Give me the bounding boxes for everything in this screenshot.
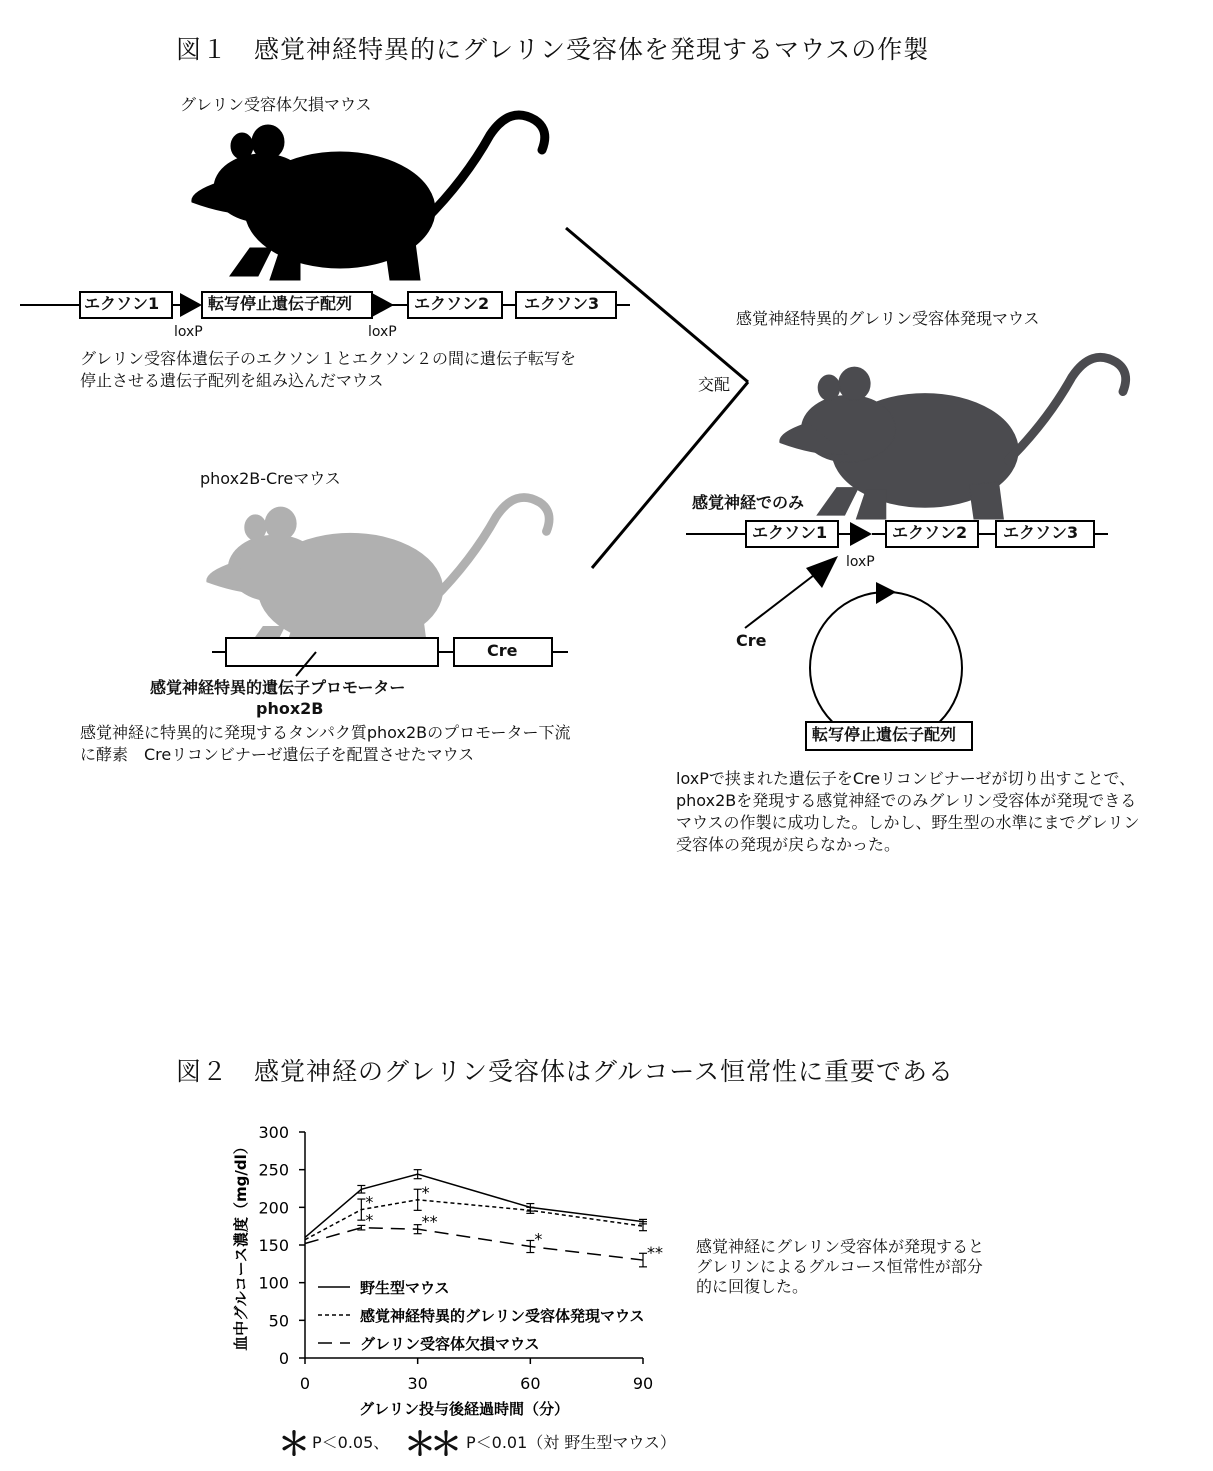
ko-stop-seq-label: 転写停止遺伝子配列 (208, 294, 353, 313)
result-desc-line-1: loxPで挟まれた遺伝子をCreリコンビナーゼが切り出すことで、 (676, 769, 1136, 788)
significance-label-1: P＜0.05、 (312, 1433, 390, 1452)
significance-marker: * (365, 1210, 374, 1230)
x-tick-label: 30 (407, 1374, 428, 1393)
y-tick-label: 0 (278, 1349, 289, 1368)
circle-stop-seq-label: 転写停止遺伝子配列 (812, 725, 957, 744)
cre-mouse-title: phox2B-Creマウス (200, 469, 341, 488)
y-tick-label: 200 (258, 1198, 289, 1218)
legend-label-1: 野生型マウス (360, 1279, 450, 1297)
significance-marker: ** (647, 1243, 663, 1263)
significance-marker: * (365, 1192, 374, 1212)
sensory-only-label: 感覚神経でのみ (692, 493, 805, 512)
fig2-note-line-3: 的に回復した。 (696, 1277, 809, 1296)
result-exon3-label: エクソン3 (1003, 523, 1079, 542)
result-exon2-label: エクソン2 (892, 523, 968, 542)
series-line-2 (305, 1200, 643, 1240)
y-tick-label: 250 (258, 1160, 289, 1180)
result-exon1-label: エクソン1 (752, 523, 828, 542)
significance-marker: * (534, 1229, 543, 1249)
result-loxp-label: loxP (846, 554, 875, 570)
significance-label-2: P＜0.01（対 野生型マウス） (466, 1433, 676, 1452)
significance-star-double: ＊＊ (404, 1425, 457, 1463)
ko-exon3-label: エクソン3 (524, 294, 600, 313)
x-axis-label: グレリン投与後経過時間（分） (358, 1400, 570, 1418)
cre-desc-line-1: 感覚神経に特異的に発現するタンパク質phox2Bのプロモーター下流 (80, 723, 571, 742)
ko-desc-line-2: 停止させる遺伝子配列を組み込んだマウス (80, 371, 384, 390)
series-line-3 (305, 1228, 643, 1260)
ko-loxp-label-2: loxP (368, 324, 397, 340)
significance-marker: ** (421, 1212, 438, 1232)
y-tick-label: 50 (268, 1311, 289, 1331)
cre-desc-line-2: に酵素 Creリコンビナーゼ遺伝子を配置させたマウス (80, 745, 475, 764)
series-line-1 (305, 1174, 643, 1237)
ko-desc-line-1: グレリン受容体遺伝子のエクソン１とエクソン２の間に遺伝子転写を (80, 349, 577, 368)
ko-mouse-title: グレリン受容体欠損マウス (180, 95, 372, 114)
fig2-note-line-1: 感覚神経にグレリン受容体が発現すると (696, 1237, 985, 1256)
result-mouse-title: 感覚神経特異的グレリン受容体発現マウス (736, 309, 1040, 328)
y-tick-label: 150 (258, 1236, 289, 1255)
result-desc-line-2: phox2Bを発現する感覚神経でのみグレリン受容体が発現できる (676, 791, 1137, 810)
ko-exon2-label: エクソン2 (414, 294, 490, 313)
x-tick-label: 90 (632, 1374, 654, 1393)
y-tick-label: 300 (258, 1123, 289, 1142)
promoter-label-1: 感覚神経特異的遺伝子プロモーター (150, 678, 406, 697)
result-desc-line-4: 受容体の発現が戻らなかった。 (676, 835, 901, 854)
promoter-label-2: phox2B (256, 699, 324, 718)
figure-2-title: 図２ 感覚神経のグレリン受容体はグルコース恒常性に重要である (176, 1057, 955, 1086)
result-desc-line-3: マウスの作製に成功した。しかし、野生型の水準にまでグレリン (676, 813, 1140, 832)
y-tick-label: 100 (258, 1273, 289, 1293)
legend-label-2: 感覚神経特異的グレリン受容体発現マウス (360, 1307, 645, 1325)
fig2-note-line-2: グレリンによるグルコース恒常性が部分 (696, 1257, 983, 1276)
ko-exon1-label: エクソン1 (84, 294, 160, 313)
cross-label: 交配 (698, 375, 731, 394)
cre-gene-label: Cre (487, 641, 518, 660)
figure-1-title: 図１ 感覚神経特異的にグレリン受容体を発現するマウスの作製 (176, 35, 930, 64)
significance-marker: * (421, 1182, 430, 1202)
legend-label-3: グレリン受容体欠損マウス (360, 1335, 540, 1353)
significance-star-single: ＊ (278, 1425, 311, 1463)
x-tick-label: 60 (520, 1374, 541, 1393)
x-tick-label: 0 (299, 1374, 311, 1393)
y-axis-label: 血中グルコース濃度（mg/dl） (232, 1139, 250, 1351)
result-cre-label: Cre (736, 631, 767, 650)
ko-loxp-label-1: loxP (174, 324, 203, 340)
